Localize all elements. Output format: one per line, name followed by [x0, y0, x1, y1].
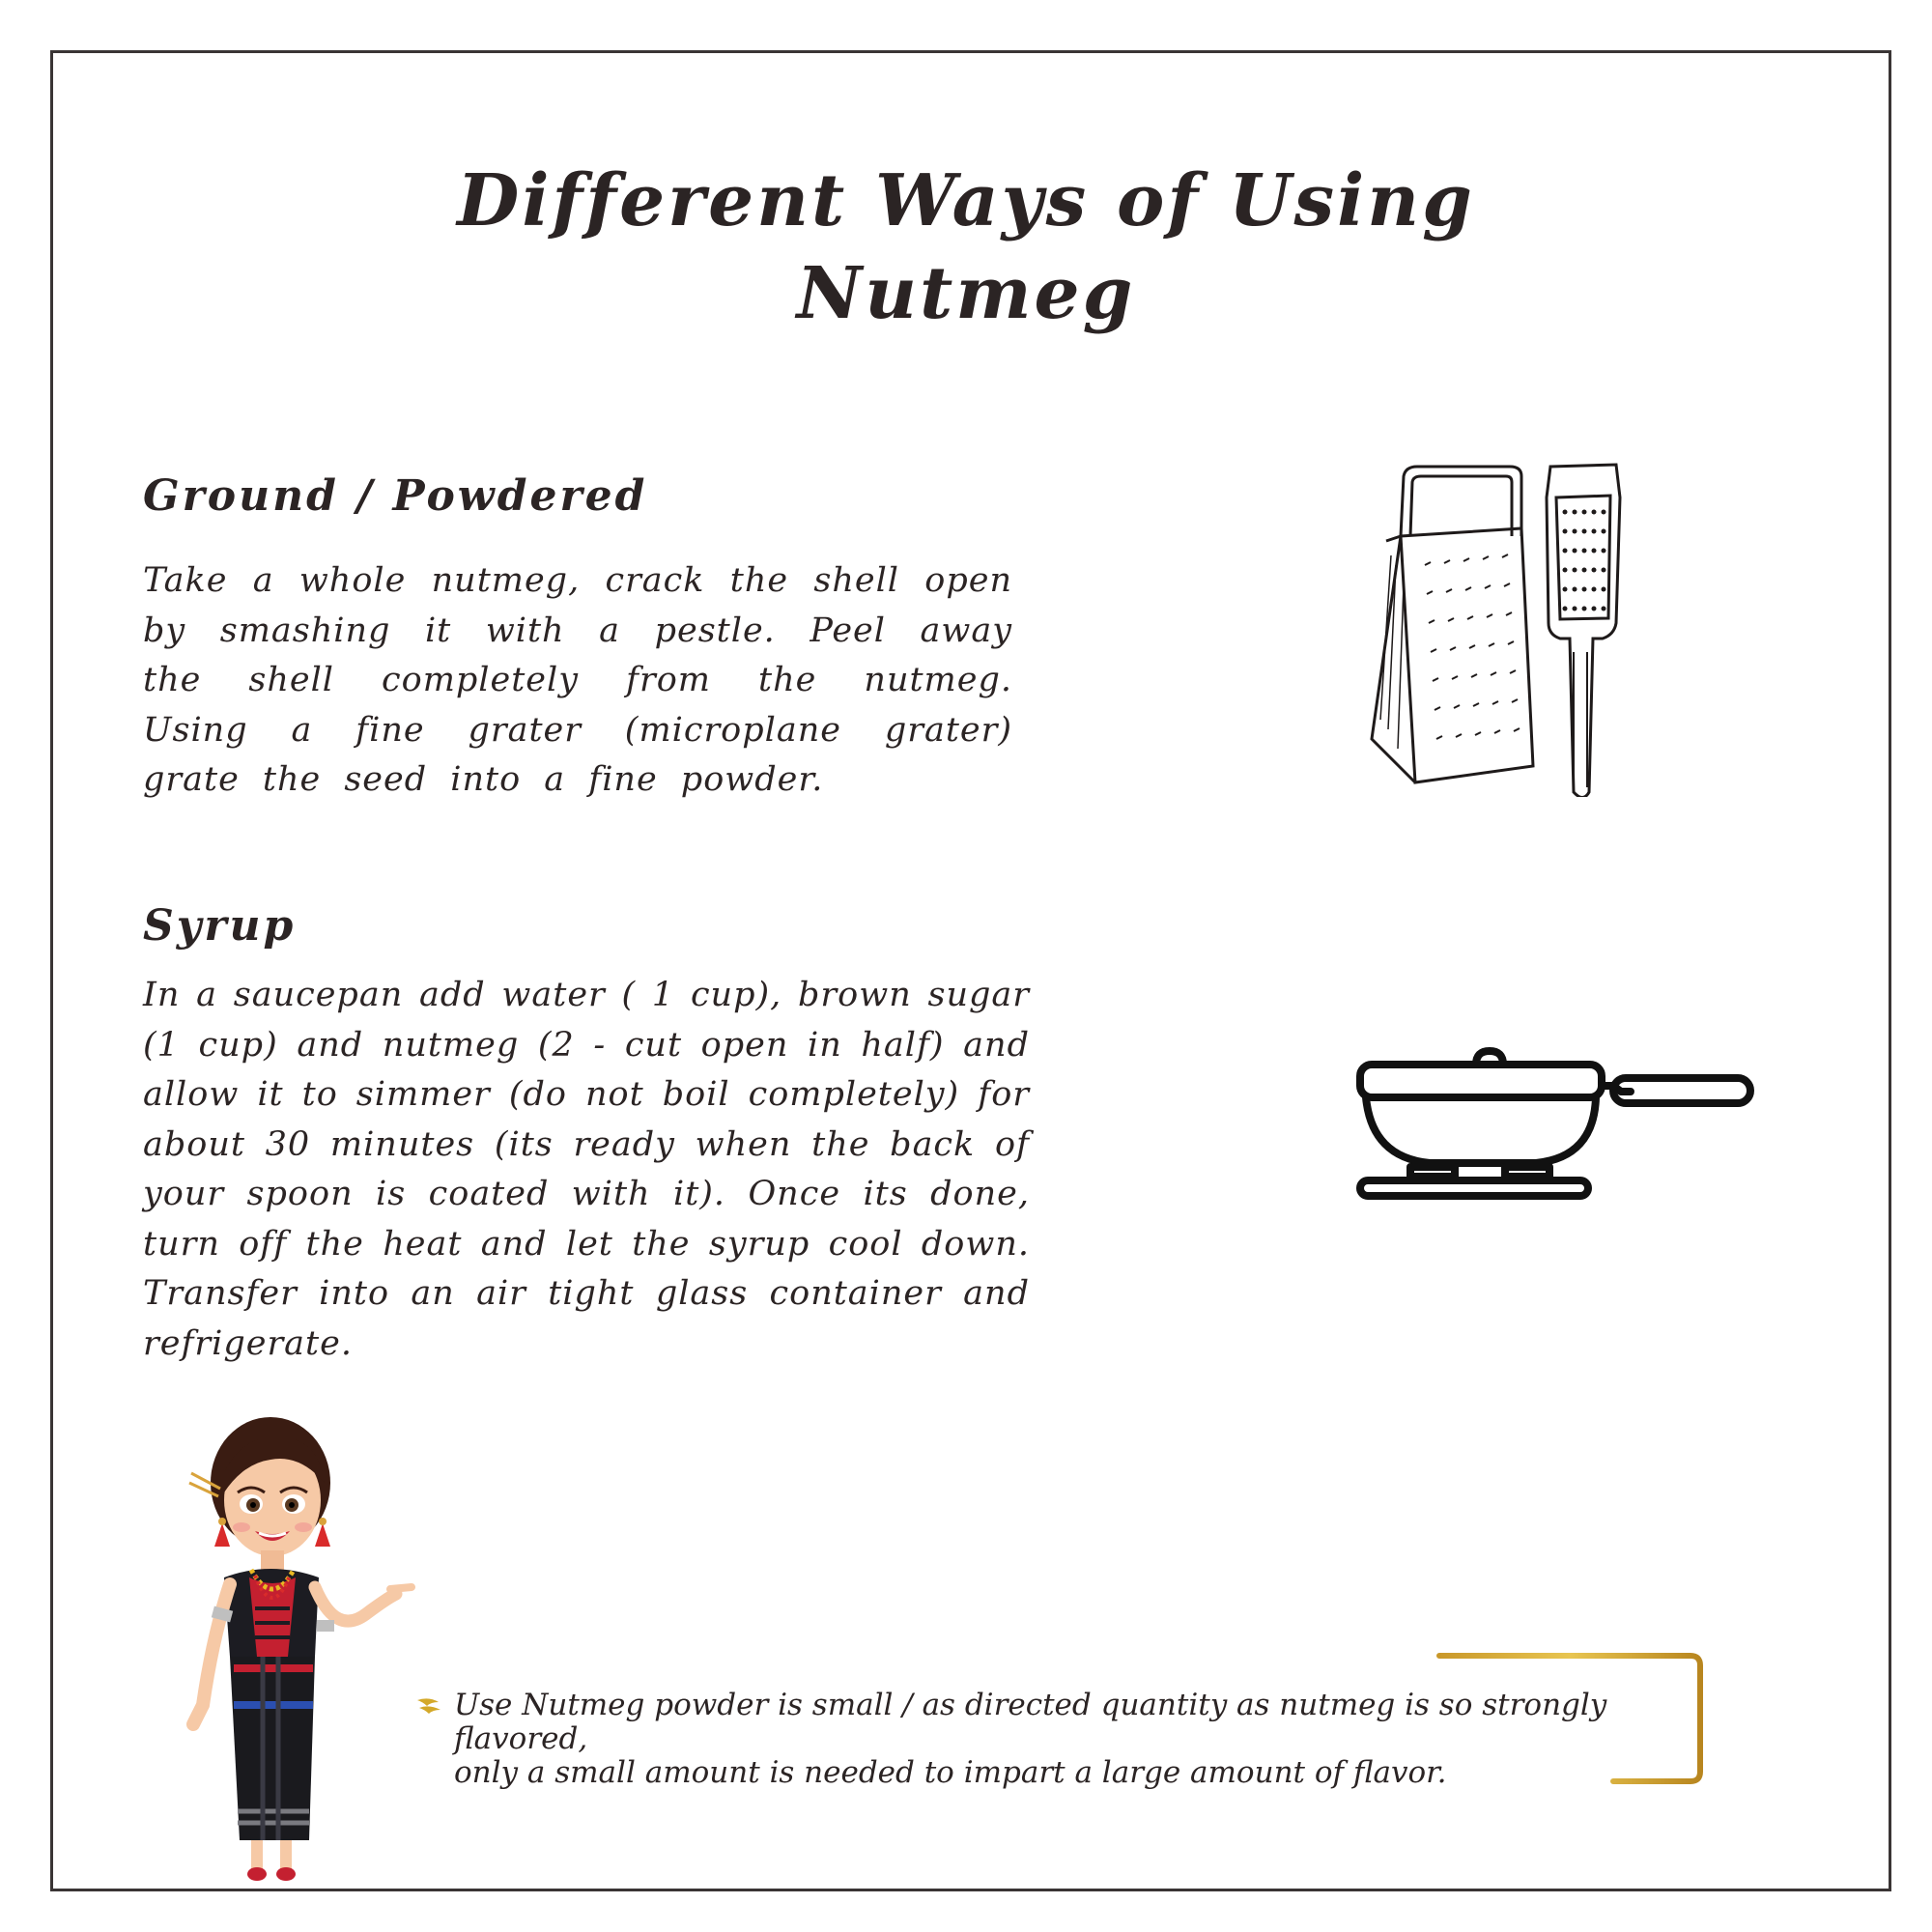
tip-text-line-2: only a small amount is needed to impart a large amount of flavor. [454, 1755, 1447, 1790]
tip-text [454, 1689, 1652, 1790]
ground-section-body: Take a whole nutmeg, crack the shell open by smashing it with a pestle. Peel away the shell completely from the nutmeg. Using a fine grater (microplane grater) grate the seed into a fine powder. [143, 561, 1012, 799]
page-title-line-2: Nutmeg [796, 252, 1136, 335]
box-grater-and-microplane-icon [1367, 459, 1637, 797]
syrup-section-heading: Syrup [143, 901, 297, 951]
saucepan-on-stove-icon [1352, 1043, 1758, 1208]
syrup-section-body: In a saucepan add water ( 1 cup), brown sugar (1 cup) and nutmeg (2 - cut open in half) and allow it to simmer (do not boil completely) for about 30 minutes (its ready when the back of your spoon is coated with it). Once its done, turn off the heat and let the syrup cool down. Transfer into an air tight glass container and refrigerate. [143, 976, 1030, 1363]
ground-section-heading: Ground / Powdered [143, 471, 648, 521]
swirl-ornament-icon [415, 1696, 442, 1716]
tip-text-line-1: Use Nutmeg powder is small / as directed quantity as nutmeg is so strongly flavored, [454, 1688, 1607, 1756]
mascot-woman-illustration [174, 1415, 415, 1889]
page-title [0, 155, 1932, 340]
page-title-line-1: Different Ways of Using [457, 159, 1475, 242]
